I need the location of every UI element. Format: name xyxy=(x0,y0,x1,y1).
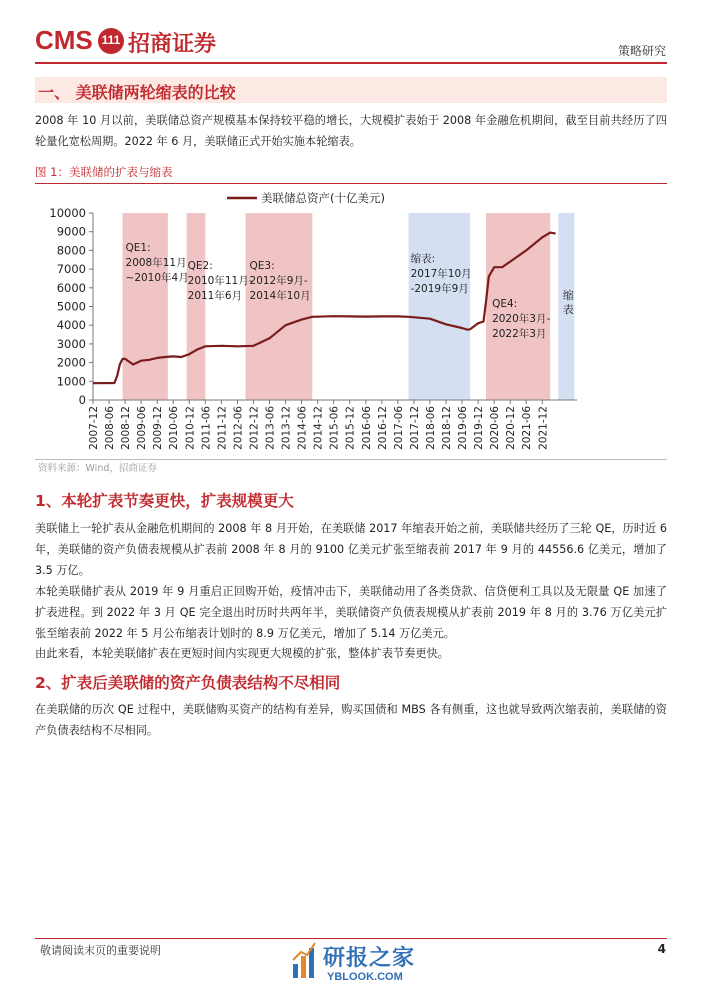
x-tick-label-2017-12: 2017-12 xyxy=(408,406,421,450)
band-label-4-line-2: 2017年10月 xyxy=(410,268,472,280)
y-tick-label-1000: 1000 xyxy=(56,374,86,389)
band-label-5-line-3: 2022年3月 xyxy=(492,328,547,340)
x-tick-label-2008-12: 2008-12 xyxy=(120,406,133,450)
shaded-band-4 xyxy=(409,213,470,400)
header-divider xyxy=(35,62,667,64)
subsection-1-paragraph-3: 由此来看，本轮美联储扩表在更短时间内实现更大规模的扩张，整体扩表节奏更快。 xyxy=(35,647,449,660)
band-label-1-line-2: 2008年11月 xyxy=(125,257,187,269)
x-tick-label-2021-06: 2021-06 xyxy=(521,406,534,450)
section-title: 一、 美联储两轮缩表的比较 xyxy=(38,83,236,102)
subsection-1-title: 1、本轮扩表节奏更快，扩表规模更大 xyxy=(35,492,294,510)
x-tick-label-2010-12: 2010-12 xyxy=(184,406,197,450)
x-tick-label-2020-06: 2020-06 xyxy=(489,406,502,450)
x-tick-label-2016-12: 2016-12 xyxy=(376,406,389,450)
balance-sheet-chart xyxy=(35,185,667,457)
y-tick-label-8000: 8000 xyxy=(56,243,86,258)
x-tick-label-2015-12: 2015-12 xyxy=(344,406,357,450)
y-tick-label-2000: 2000 xyxy=(56,355,86,370)
x-tick-label-2018-06: 2018-06 xyxy=(424,406,437,450)
figure-source: 资料来源：Wind，招商证券 xyxy=(38,463,157,474)
band-label-5-line-2: 2020年3月- xyxy=(492,313,551,325)
band-label-2-line-2: 2010年11月- xyxy=(187,275,253,287)
y-tick-label-4000: 4000 xyxy=(56,318,86,333)
x-tick-label-2016-06: 2016-06 xyxy=(360,406,373,450)
band-label-3-line-3: 2014年10月 xyxy=(249,290,311,302)
x-tick-label-2009-12: 2009-12 xyxy=(152,406,165,450)
x-tick-label-2021-12: 2021-12 xyxy=(537,405,550,450)
x-tick-label-2015-06: 2015-06 xyxy=(328,406,341,450)
page-number: 4 xyxy=(657,942,666,956)
band-label-4-line-3: -2019年9月 xyxy=(410,283,469,295)
x-tick-label-2009-06: 2009-06 xyxy=(136,406,149,450)
logo-chinese: 招商证券 xyxy=(128,31,217,57)
band-label-3-line-1: QE3: xyxy=(249,260,275,272)
band-label-2-line-1: QE2: xyxy=(187,260,213,272)
x-tick-label-2013-12: 2013-12 xyxy=(280,406,293,450)
logo-icon xyxy=(98,28,124,54)
band-label-6-line-1: 缩 xyxy=(562,289,574,302)
y-tick-label-3000: 3000 xyxy=(56,336,86,351)
watermark-url: YBLOOK.COM xyxy=(327,971,403,983)
figure-top-rule xyxy=(35,183,667,184)
footer-disclaimer-note: 敬请阅读末页的重要说明 xyxy=(40,944,161,957)
subsection-1-paragraph-1: 美联储上一轮扩表从金融危机期间的 2008 年 8 月开始，在美联储 2017 年缩表开始之前，美联储共经历了三轮 QE，历时近 6 年，美联储的资产负债表规模从扩表前 2008 年 8 月的 9100 亿美元扩张至缩表前 2017 年 9 月的 44556.6 亿美元，增加了 3.5 万亿。 xyxy=(35,522,667,577)
band-label-4-line-1: 缩表: xyxy=(410,253,436,265)
y-tick-label-10000: 10000 xyxy=(49,206,86,220)
subsection-1-paragraph-2: 本轮美联储扩表从 2019 年 9 月重启正回购开始，疫情冲击下，美联储动用了各类贷款、信贷便利工具以及无限量 QE 加速了扩表进程。到 2022 年 3 月 QE 完全退出时历时共两年半，美联储资产负债表规模从扩表前 2019 年 8 月的 3.76 万亿美元扩张至缩表前 2022 年 5 月公布缩表计划时的 8.9 万亿美元，增加了 5.14 万亿美元。 xyxy=(35,585,667,640)
y-tick-label-7000: 7000 xyxy=(56,262,86,277)
band-label-3-line-2: 2012年9月- xyxy=(249,275,308,287)
band-label-2-line-3: 2011年6月 xyxy=(187,290,243,302)
y-tick-label-5000: 5000 xyxy=(56,299,86,314)
x-tick-label-2019-06: 2019-06 xyxy=(456,406,469,450)
x-tick-label-2011-06: 2011-06 xyxy=(200,406,213,450)
x-tick-label-2013-06: 2013-06 xyxy=(264,406,277,450)
watermark-chart-icon xyxy=(291,940,317,980)
y-tick-label-9000: 9000 xyxy=(56,224,86,239)
shaded-band-2 xyxy=(187,213,206,400)
x-tick-label-2017-06: 2017-06 xyxy=(392,406,405,450)
band-label-5-line-1: QE4: xyxy=(492,298,518,310)
watermark-text: 研报之家 xyxy=(323,946,416,971)
subsection-2-paragraph-1: 在美联储的历次 QE 过程中，美联储购买资产的结构有差异，购买国债和 MBS 各有侧重，这也就导致两次缩表前，美联储的资产负债表结构不尽相同。 xyxy=(35,703,667,737)
intro-paragraph: 2008 年 10 月以前，美联储总资产规模基本保持较平稳的增长，大规模扩表始于 2008 年金融危机期间，截至目前共经历了四轮量化宽松周期。2022 年 6 月，美联储正式开始实施本轮缩表。 xyxy=(35,114,667,148)
shaded-band-3 xyxy=(246,213,313,400)
band-label-1-line-3: ~2010年4月 xyxy=(125,272,189,284)
x-tick-label-2014-06: 2014-06 xyxy=(296,406,309,450)
x-tick-label-2020-12: 2020-12 xyxy=(505,406,518,450)
figure-caption: 图 1：美联储的扩表与缩表 xyxy=(35,165,173,179)
legend-label: 美联储总资产(十亿美元) xyxy=(261,191,385,205)
band-label-6-line-2: 表 xyxy=(562,303,574,316)
x-tick-label-2019-12: 2019-12 xyxy=(473,406,486,450)
x-tick-label-2007-12: 2007-12 xyxy=(88,406,100,450)
footer-divider xyxy=(35,938,667,939)
report-type: 策略研究 xyxy=(617,44,666,58)
x-tick-label-2018-12: 2018-12 xyxy=(441,406,454,450)
logo-cms: CMS xyxy=(35,25,93,55)
x-tick-label-2008-06: 2008-06 xyxy=(104,406,117,450)
band-label-1-line-1: QE1: xyxy=(125,242,151,254)
y-tick-label-0: 0 xyxy=(78,393,86,407)
x-tick-label-2011-12: 2011-12 xyxy=(216,406,229,450)
x-tick-label-2012-06: 2012-06 xyxy=(232,406,245,450)
x-tick-label-2010-06: 2010-06 xyxy=(168,406,181,450)
subsection-2-title: 2、扩表后美联储的资产负债表结构不尽相同 xyxy=(35,674,341,692)
y-tick-label-6000: 6000 xyxy=(56,280,86,295)
logo-mark-text: 111 xyxy=(101,33,121,47)
x-tick-label-2014-12: 2014-12 xyxy=(312,406,325,450)
x-tick-label-2012-12: 2012-12 xyxy=(248,406,261,450)
